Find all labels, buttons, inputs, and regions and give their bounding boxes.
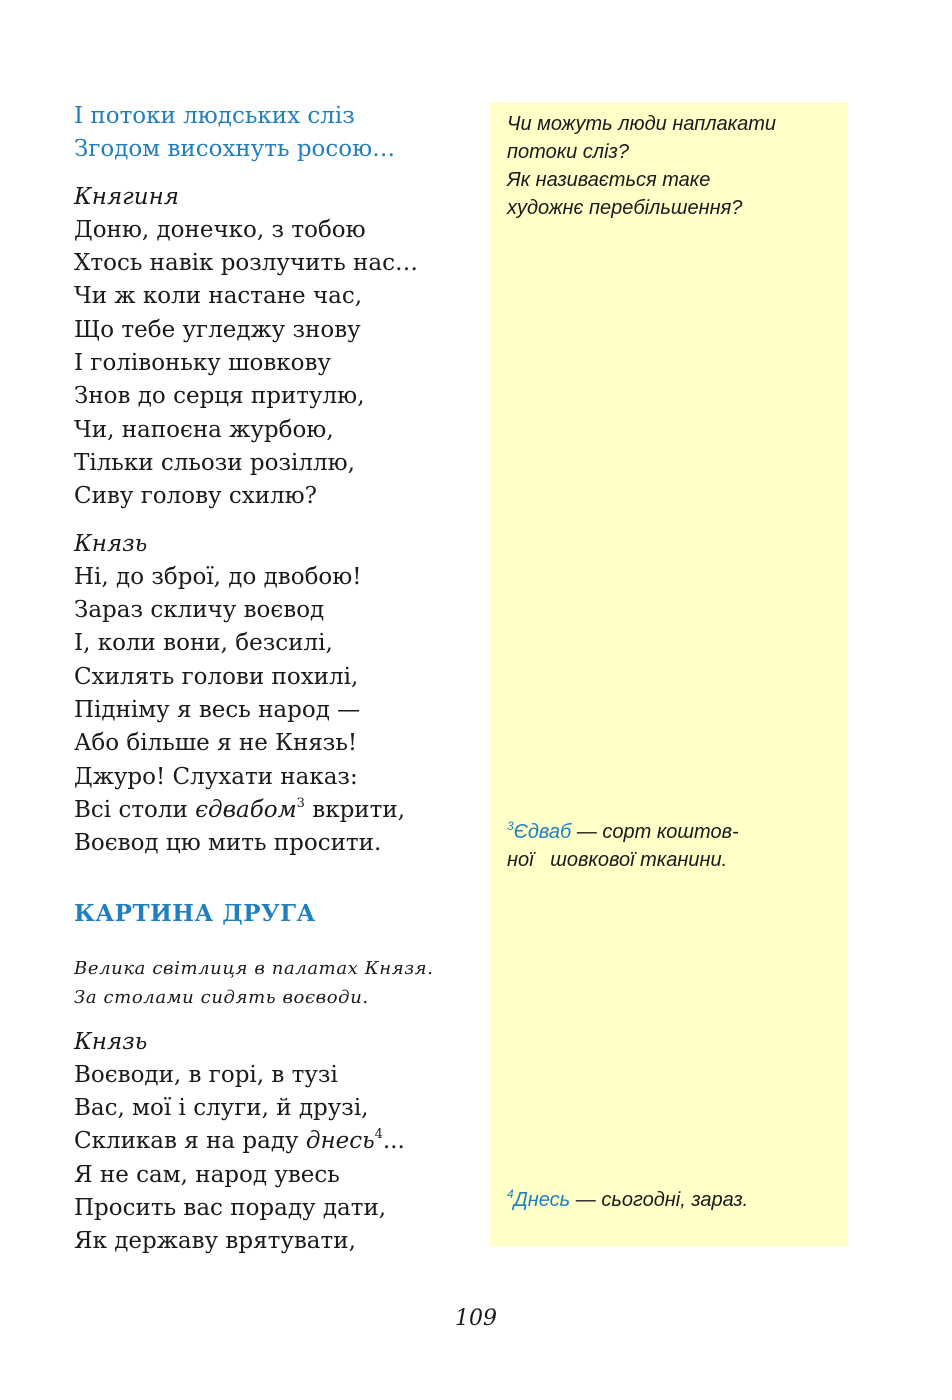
verse-line: Чи ж коли настане час, [74,283,363,310]
verse-line: Воєводи, в горі, в тузі [74,1061,338,1088]
footnote-4 [507,1186,837,1214]
verse-line: Чи, напоєна журбою, [74,416,334,443]
verse-line: Підніму я весь народ — [74,697,361,724]
footnote-term: Єдваб [513,821,572,843]
question-line: потоки сліз? [507,141,629,163]
verse-line: І, коли вони, безсилі, [74,630,333,657]
verse-line-with-footnote [74,794,474,827]
verse-line: Доню, донечко, з тобою [74,216,366,243]
intro-lines [74,100,474,167]
footnote-number: 3 [507,819,514,833]
verse-line: Як державу врятувати, [74,1228,356,1255]
footnote-term: днесь [305,1128,375,1155]
question-line: Як називається таке [507,169,711,191]
verse-line: Зараз скличу воєвод [74,597,325,624]
scene-heading: КАРТИНА ДРУГА [74,899,316,927]
verse-line: Що тебе угледжу знову [74,316,361,343]
verse-line: Джуро! Слухати наказ: [74,763,358,790]
footnote-term: Днесь [513,1189,571,1211]
verse-line-with-footnote [74,1125,474,1158]
speaker-label: Князь [74,530,148,557]
verse-line: Ні, до зброї, до двобою! [74,563,362,590]
footnote-line [507,818,837,846]
verse-line: Згодом висохнуть росою… [74,136,396,163]
footnote-3 [507,818,837,874]
footnote-ref: 3 [296,795,305,811]
verse-line: Вас, мої і слуги, й друзі, [74,1095,369,1122]
footnote-text: — сорт коштов- [571,821,739,843]
poem-column [74,100,474,1259]
footnote-number: 4 [507,1187,514,1201]
stanza-knyahynya [74,181,474,514]
verse-text: Всі столи [74,796,196,823]
footnote-line [507,1186,837,1214]
verse-line: Сиву голову схилю? [74,483,318,510]
question-line: художнє перебільшення? [507,197,743,219]
sidebar-question [507,110,837,222]
stage-line: За столами сидять воєводи. [74,986,369,1008]
footnote-ref: 4 [374,1127,383,1143]
verse-line: Або більше я не Князь! [74,730,358,757]
verse-text: Скликав я на раду [74,1128,306,1155]
footnote-text: — сьогодні, зараз. [570,1189,749,1211]
verse-line: Тільки сльози розіллю, [74,449,355,476]
verse-text: ... [382,1128,405,1155]
verse-line: Воєвод цю мить просити. [74,830,382,857]
speaker-label: Княгиня [74,183,179,210]
verse-line: Хтось навік розлучить нас… [74,250,418,277]
page-number: 109 [455,1306,497,1331]
stage-direction [74,954,474,1012]
question-line: Чи можуть люди наплакати [507,113,776,135]
stanza-knyaz-1 [74,528,474,861]
verse-line: Схилять голови похилі, [74,663,359,690]
verse-line: І голівоньку шовкову [74,350,332,377]
footnote-term: єдвабом [195,796,297,823]
stanza-knyaz-2 [74,1026,474,1259]
margin-sidebar [490,102,848,1246]
verse-line: Знов до серця притулю, [74,383,365,410]
verse-line: Я не сам, народ увесь [74,1161,340,1188]
footnote-line: ної шовкової тканини. [507,849,728,871]
verse-text: вкрити, [304,796,406,823]
speaker-label: Князь [74,1028,148,1055]
verse-line: І потоки людських сліз [74,103,355,129]
verse-line: Просить вас пораду дати, [74,1195,387,1222]
stage-line: Велика світлиця в палатах Князя. [74,957,434,979]
